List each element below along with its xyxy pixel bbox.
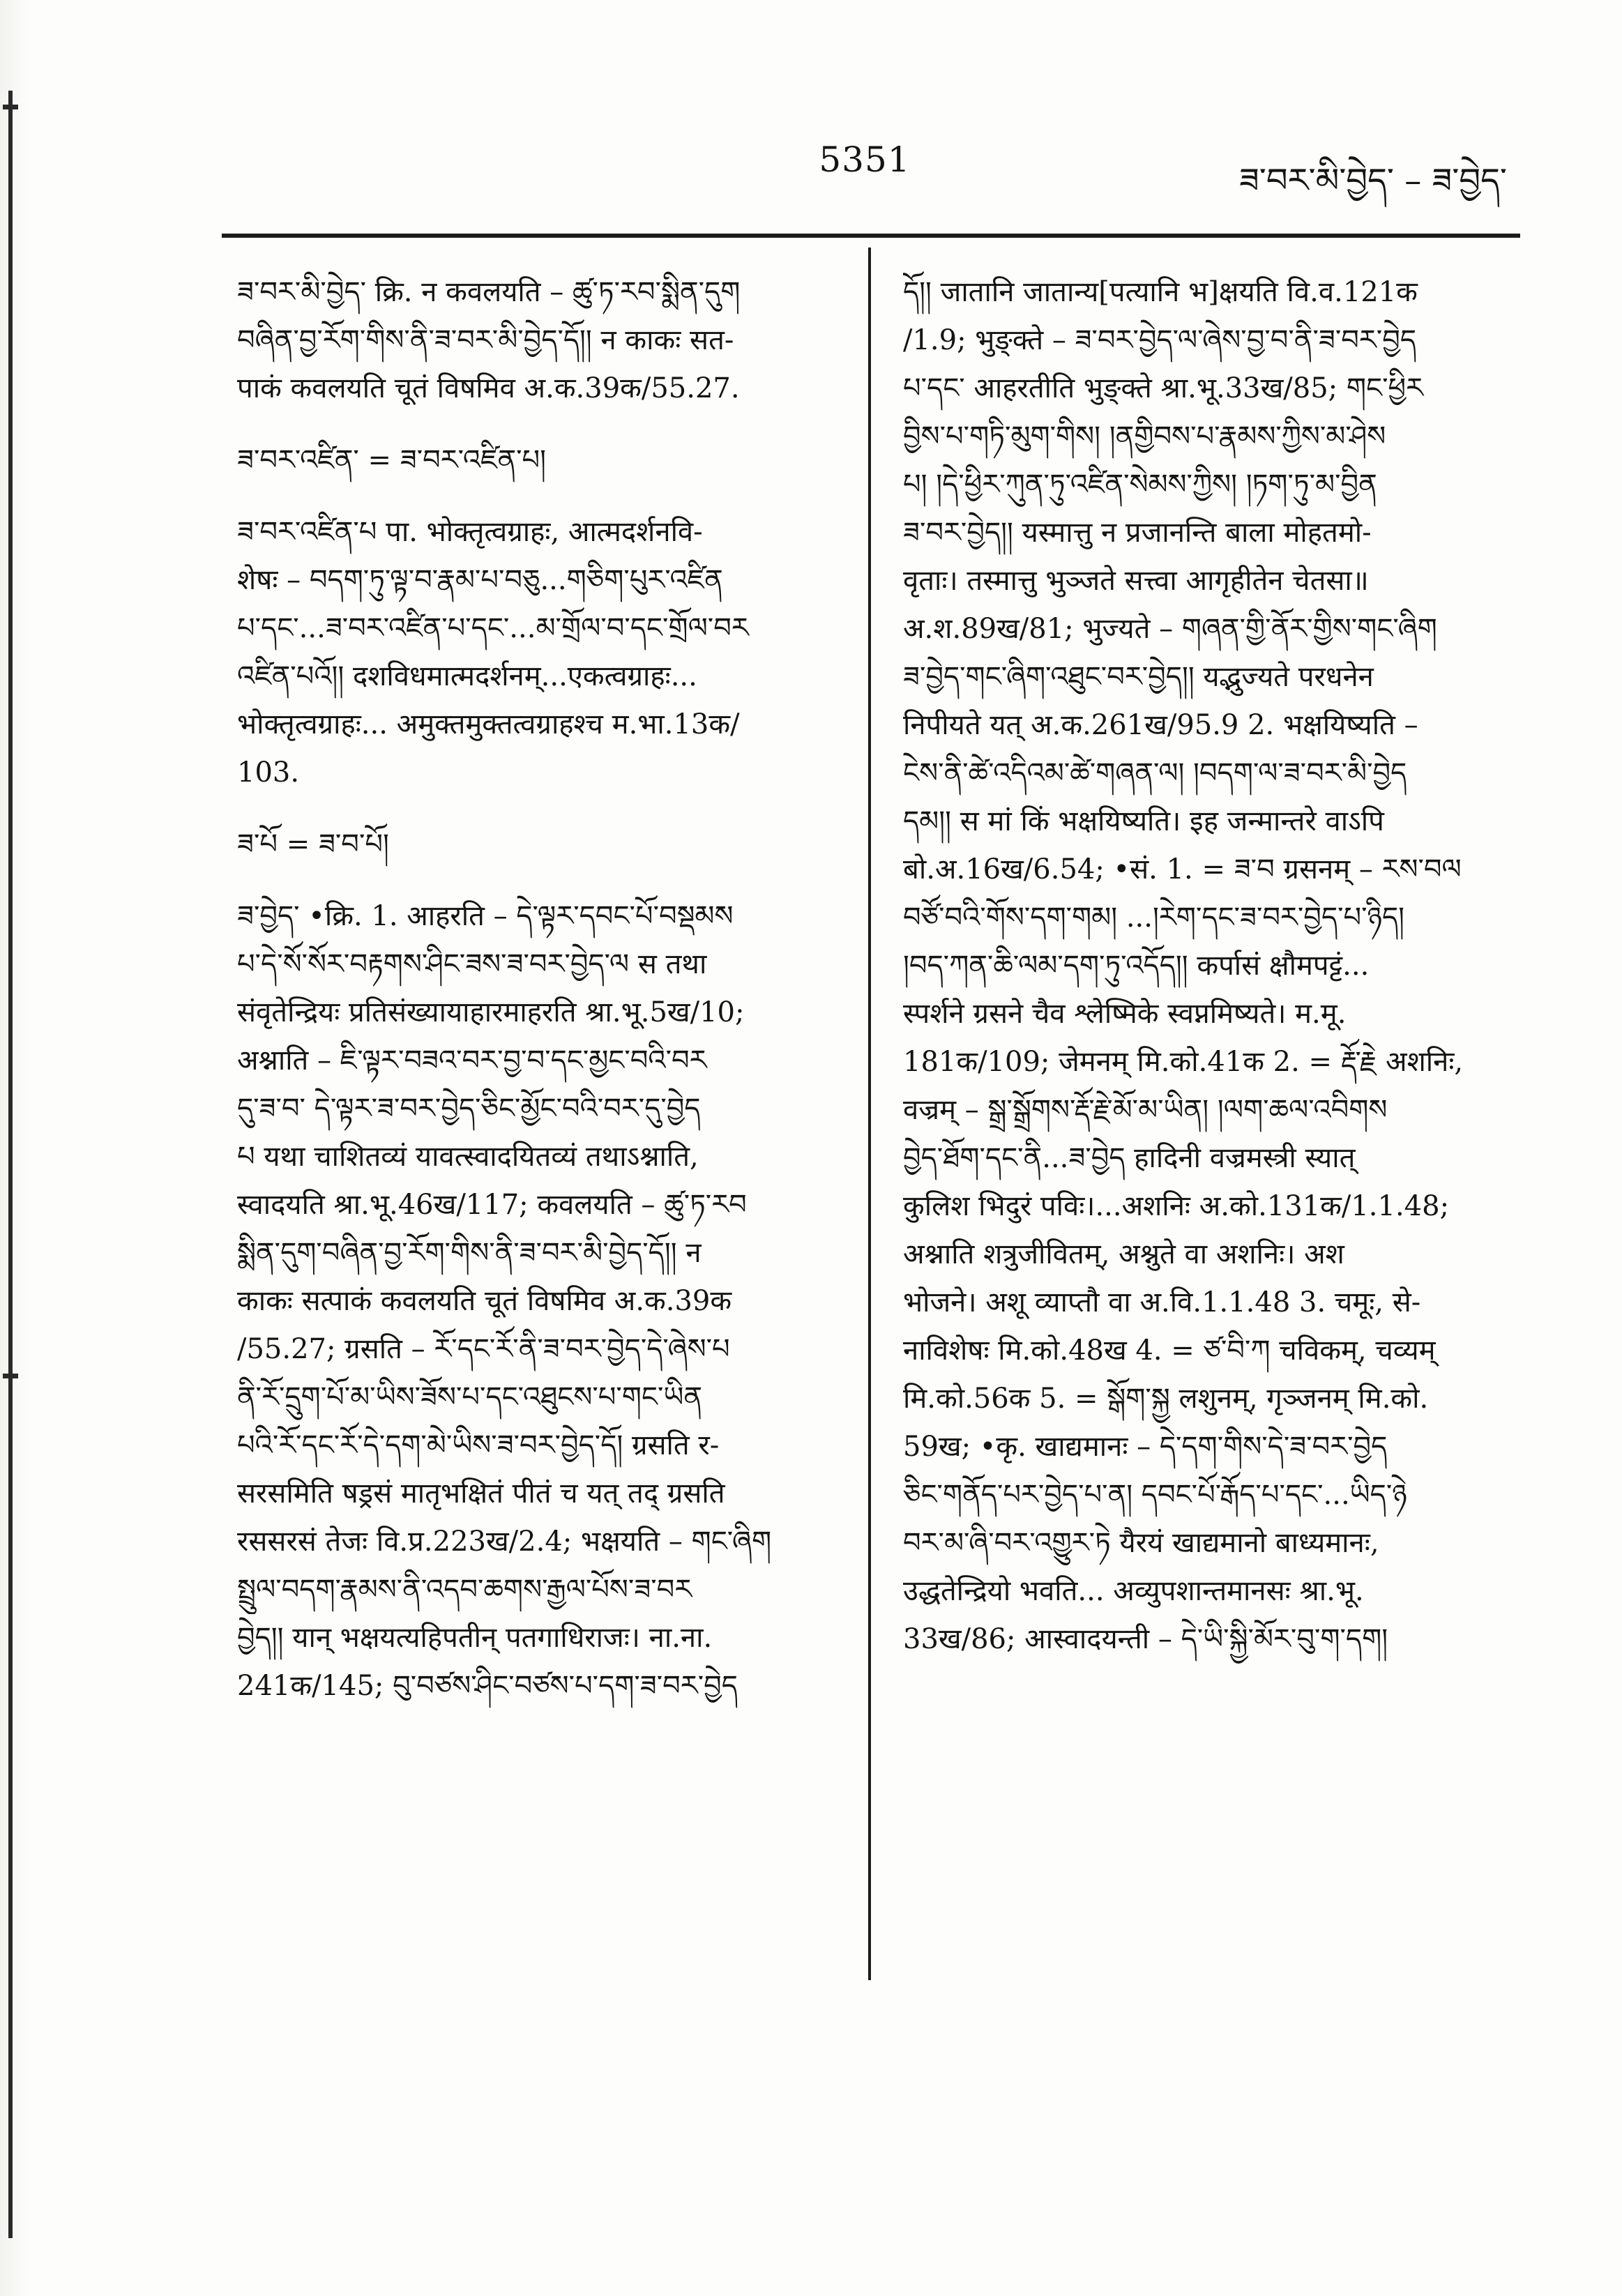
text-line: स्वादयति श्रा.भू.46ख/117; कवलयति – ཚུ་ཏ་རབ xyxy=(237,1189,747,1221)
text-line: वृताः। तस्मात्तु भुञ्जते सत्त्वा आगृहीतेन चेतसा॥ xyxy=(903,565,1369,597)
text-line: ཟ་བྱེད་ •क्रि. 1. आहरति – དེ་ལྟར་དབང་པོ་བསྡམས xyxy=(237,900,734,932)
text-line: बो.अ.16ख/6.54; •सं. 1. = ཟ་བ ग्रसनम् – རས་བལ xyxy=(903,853,1462,885)
text-line: བྱེད་ཐོག་དང་ནི...ཟ་བྱེད हादिनी वज्रमस्त्री स्यात् xyxy=(903,1142,1356,1174)
text-line: བར་མ་ཞི་བར་འགྱུར་ཏེ यैरयं खाद्यमानो बाध्यमानः, xyxy=(903,1527,1379,1559)
text-line: ཟ་བར་བྱེད།། यस्मात्तु न प्रजानन्ति बाला मोहतमो- xyxy=(903,517,1372,549)
text-line: शेषः – བདག་ཏུ་ལྟ་བ་རྣམ་པ་བཅུ...གཅིག་པུར་འཛིན xyxy=(237,564,723,596)
text-line: ནི་རོ་དྲུག་པོ་མ་ཡིས་ཟོས་པ་དང་འཐུངས་པ་གང་ཡིན xyxy=(237,1381,703,1413)
text-line: དུ་ཟ་བ་ དེ་ལྟར་ཟ་བར་བྱེད་ཅིང་མྱོང་བའི་བར་དུ་བྱེད xyxy=(237,1093,701,1125)
entry-gap xyxy=(237,413,851,436)
scan-edge-shadow xyxy=(0,0,28,2296)
text-line: འཛིན་པའོ།། दशविधमात्मदर्शनम्...एकत्वग्राहः... xyxy=(237,660,697,692)
text-line: भोक्तृत्वग्राहः... अमुक्तमुक्तत्वग्राहश्च म.भा.13क/ xyxy=(237,708,740,740)
text-line: 59ख; •कृ. खाद्यमानः – དེ་དག་གིས་དེ་ཟ་བར་བྱེད xyxy=(903,1431,1388,1463)
column-divider xyxy=(868,248,871,1980)
text-line: संवृतेन्द्रियः प्रतिसंख्यायाहारमाहरति श्रा.भू.5ख/10; xyxy=(237,996,745,1028)
text-line: अ.श.89ख/81; भुज्यते – གཞན་གྱི་ནོར་གྱིས་གང་ཞིག xyxy=(903,613,1437,645)
right-column xyxy=(903,268,1520,1664)
scan-margin-mark xyxy=(3,105,18,109)
text-line: ངེས་ནི་ཚེ་འདིའམ་ཚེ་གཞན་ལ། །བདག་ལ་ཟ་བར་མི་བྱེད xyxy=(903,757,1407,789)
text-line: 181क/109; जेमनम् मि.को.41क 2. = རྡོ་རྗེ अशनिः, xyxy=(903,1046,1464,1078)
text-line: मि.को.56क 5. = སྒོག་སྐྱ लशुनम्, गृञ्जनम् मि.को. xyxy=(903,1383,1429,1415)
text-line: स्पर्शने ग्रसने चैव श्लेष्मिके स्वप्नमिष्यते। म.मू. xyxy=(903,998,1347,1030)
scan-margin-mark xyxy=(3,1374,18,1378)
text-line: 103. xyxy=(237,757,300,789)
entry-gap xyxy=(237,869,851,892)
text-line: काकः सत्पाकं कवलयति चूतं विषमिव अ.क.39क xyxy=(237,1285,732,1317)
text-line: སྤྲུལ་བདག་རྣམས་ནི་འདབ་ཆགས་རྒྱལ་པོས་ཟ་བར xyxy=(237,1574,692,1606)
text-line: निपीयते यत् अ.क.261ख/95.9 2. भक्षयिष्यति – xyxy=(903,709,1418,741)
text-line: 33ख/86; आस्वादयन्ती – དེ་ཡི་སྐྱི་མོར་བུ་ག་དག། xyxy=(903,1623,1388,1655)
text-line: བྱེད།། यान् भक्षयत्यहिपतीन् पतगाधिराजः। ना.ना. xyxy=(237,1622,713,1654)
text-line: ཟ་པོ = ཟ་བ་པོ། xyxy=(237,828,389,860)
text-line: ཅིང་གནོད་པར་བྱེད་པ་ན། དབང་པོ་རྒོད་པ་དང་...ཡིད་ཉེ xyxy=(903,1479,1407,1511)
text-line: པ། །དེ་ཕྱིར་ཀུན་ཏུ་འཛིན་སེམས་ཀྱིས། །ཏག་ཏུ་མ་བྱིན xyxy=(903,469,1377,501)
text-line: सरसमिति षड्रसं मातृभक्षितं पीतं च यत् तद् ग्रसति xyxy=(237,1477,725,1510)
text-line: བྱིས་པ་གཏི་མུག་གིས། །ནགྱིབས་པ་རྣམས་ཀྱིས་མ་ཤེས xyxy=(903,420,1386,453)
text-line: པའི་རོ་དང་རོ་དེ་དག་མེ་ཡིས་ཟ་བར་བྱེད་དོ། ग्रसति र- xyxy=(237,1429,720,1461)
text-line: /1.9; भुङ्क्ते – ཟ་བར་བྱེད་ལ་ཞེས་བྱ་བ་ནི་ཟ་བར་བྱེད xyxy=(903,324,1416,356)
text-line: रससरसं तेजः वि.प्र.223ख/2.4; भक्षयति – གང་ཞིག xyxy=(237,1526,772,1558)
text-line: /55.27; ग्रसति – རོ་དང་རོ་ནི་ཟ་བར་བྱེད་དེ་ཞེས་པ xyxy=(237,1333,730,1365)
text-line: བཞིན་བྱ་རོག་གིས་ནི་ཟ་བར་མི་བྱེད་དོ།། न काकः सत- xyxy=(237,324,734,356)
text-line: །བད་ཀན་ཆི་ལམ་དག་ཏུ་འདོད།། कर्पासं क्षौमपट्टं... xyxy=(903,950,1370,982)
text-line: ཟ་བར་འཛིན་ = ཟ་བར་འཛིན་པ། xyxy=(237,444,547,476)
text-line: ཟ་བར་མི་བྱེད་ क्रि. न कवलयति – ཚུ་ཏ་རབ་སྨིན་དུག xyxy=(237,276,741,308)
text-line: བཙོ་བའི་གོས་དག་གམ། ...།རེག་དང་ཟ་བར་བྱེད་པ་ཉིད། xyxy=(903,902,1404,934)
text-line: དམ།། स मां किं भक्षयिष्यति। इह जन्मान्तरे वाऽपि xyxy=(903,805,1384,837)
text-line: པ་དང་...ཟ་བར་འཛིན་པ་དང་...མ་གྲོལ་བ་དང་གྲོལ་བར xyxy=(237,612,749,644)
text-line: नाविशेषः मि.को.48ख 4. = ཙ་བི་ཀ चविकम्, चव्यम् xyxy=(903,1335,1436,1367)
text-line: ཟ་བྱེད་གང་ཞིག་འཐུང་བར་བྱེད།། यद्भुज्यते परधनेन xyxy=(903,661,1374,693)
text-line: वज्रम् – སྒྲ་སྒྲོགས་རྡོ་རྗེ་མོ་མ་ཡིན། །ལག་ཆལ་འབིགས xyxy=(903,1094,1388,1126)
text-line: अश्नाति शत्रुजीवितम्, अश्नुते वा अशनिः। अश xyxy=(903,1238,1344,1270)
text-line: 241क/145; བུ་བཙས་ཤིང་བཙས་པ་དག་ཟ་བར་བྱེད xyxy=(237,1670,738,1702)
text-line: अश्नाति – ཇི་ལྟར་བཟའ་བར་བྱ་བ་དང་མྱང་བའི་བར xyxy=(237,1044,707,1077)
text-line: པ་དང་ आहरतीति भुङ्क्ते श्रा.भू.33ख/85; གང་ཕྱིར xyxy=(903,372,1424,404)
page-number: 5351 xyxy=(819,139,911,180)
text-line: པ་དེ་སོ་སོར་བརྟགས་ཤིང་ཟས་ཟ་བར་བྱེད་ལ स तथा xyxy=(237,948,707,980)
scan-binding-line xyxy=(8,91,13,2238)
text-line: कुलिश भिदुरं पविः।...अशनिः अ.को.131क/1.1.48; xyxy=(903,1190,1450,1222)
text-line: भोजने। अशू व्याप्तौ वा अ.वि.1.1.48 3. चमूः, से- xyxy=(903,1286,1421,1318)
text-line: སྨིན་དུག་བཞིན་བྱ་རོག་གིས་ནི་ཟ་བར་མི་བྱེད་དོ།། न xyxy=(237,1237,702,1269)
text-line: པ यथा चाशितव्यं यावत्स्वादयितव्यं तथाऽश्नाति, xyxy=(237,1141,699,1173)
header-rule xyxy=(222,234,1520,238)
text-line: पाकं कवलयति चूतं विषमिव अ.क.39क/55.27. xyxy=(237,372,740,404)
text-line: उद्धतेन्द्रियो भवति... अव्युपशान्तमानसः श्रा.भू. xyxy=(903,1575,1364,1607)
entry-gap xyxy=(237,797,851,821)
left-column xyxy=(237,268,851,1710)
text-line: ཟ་བར་འཛིན་པ पा. भोक्तृत्वग्राहः, आत्मदर्शनवि- xyxy=(237,516,703,548)
entry-gap xyxy=(237,485,851,508)
running-head: ཟ་བར་མི་བྱེད་ – ཟ་བྱེད་ xyxy=(1239,161,1507,200)
text-line: དོ།། जातानि जातान्य[पत्यानि भ]क्षयति वि.व.121क xyxy=(903,276,1418,308)
